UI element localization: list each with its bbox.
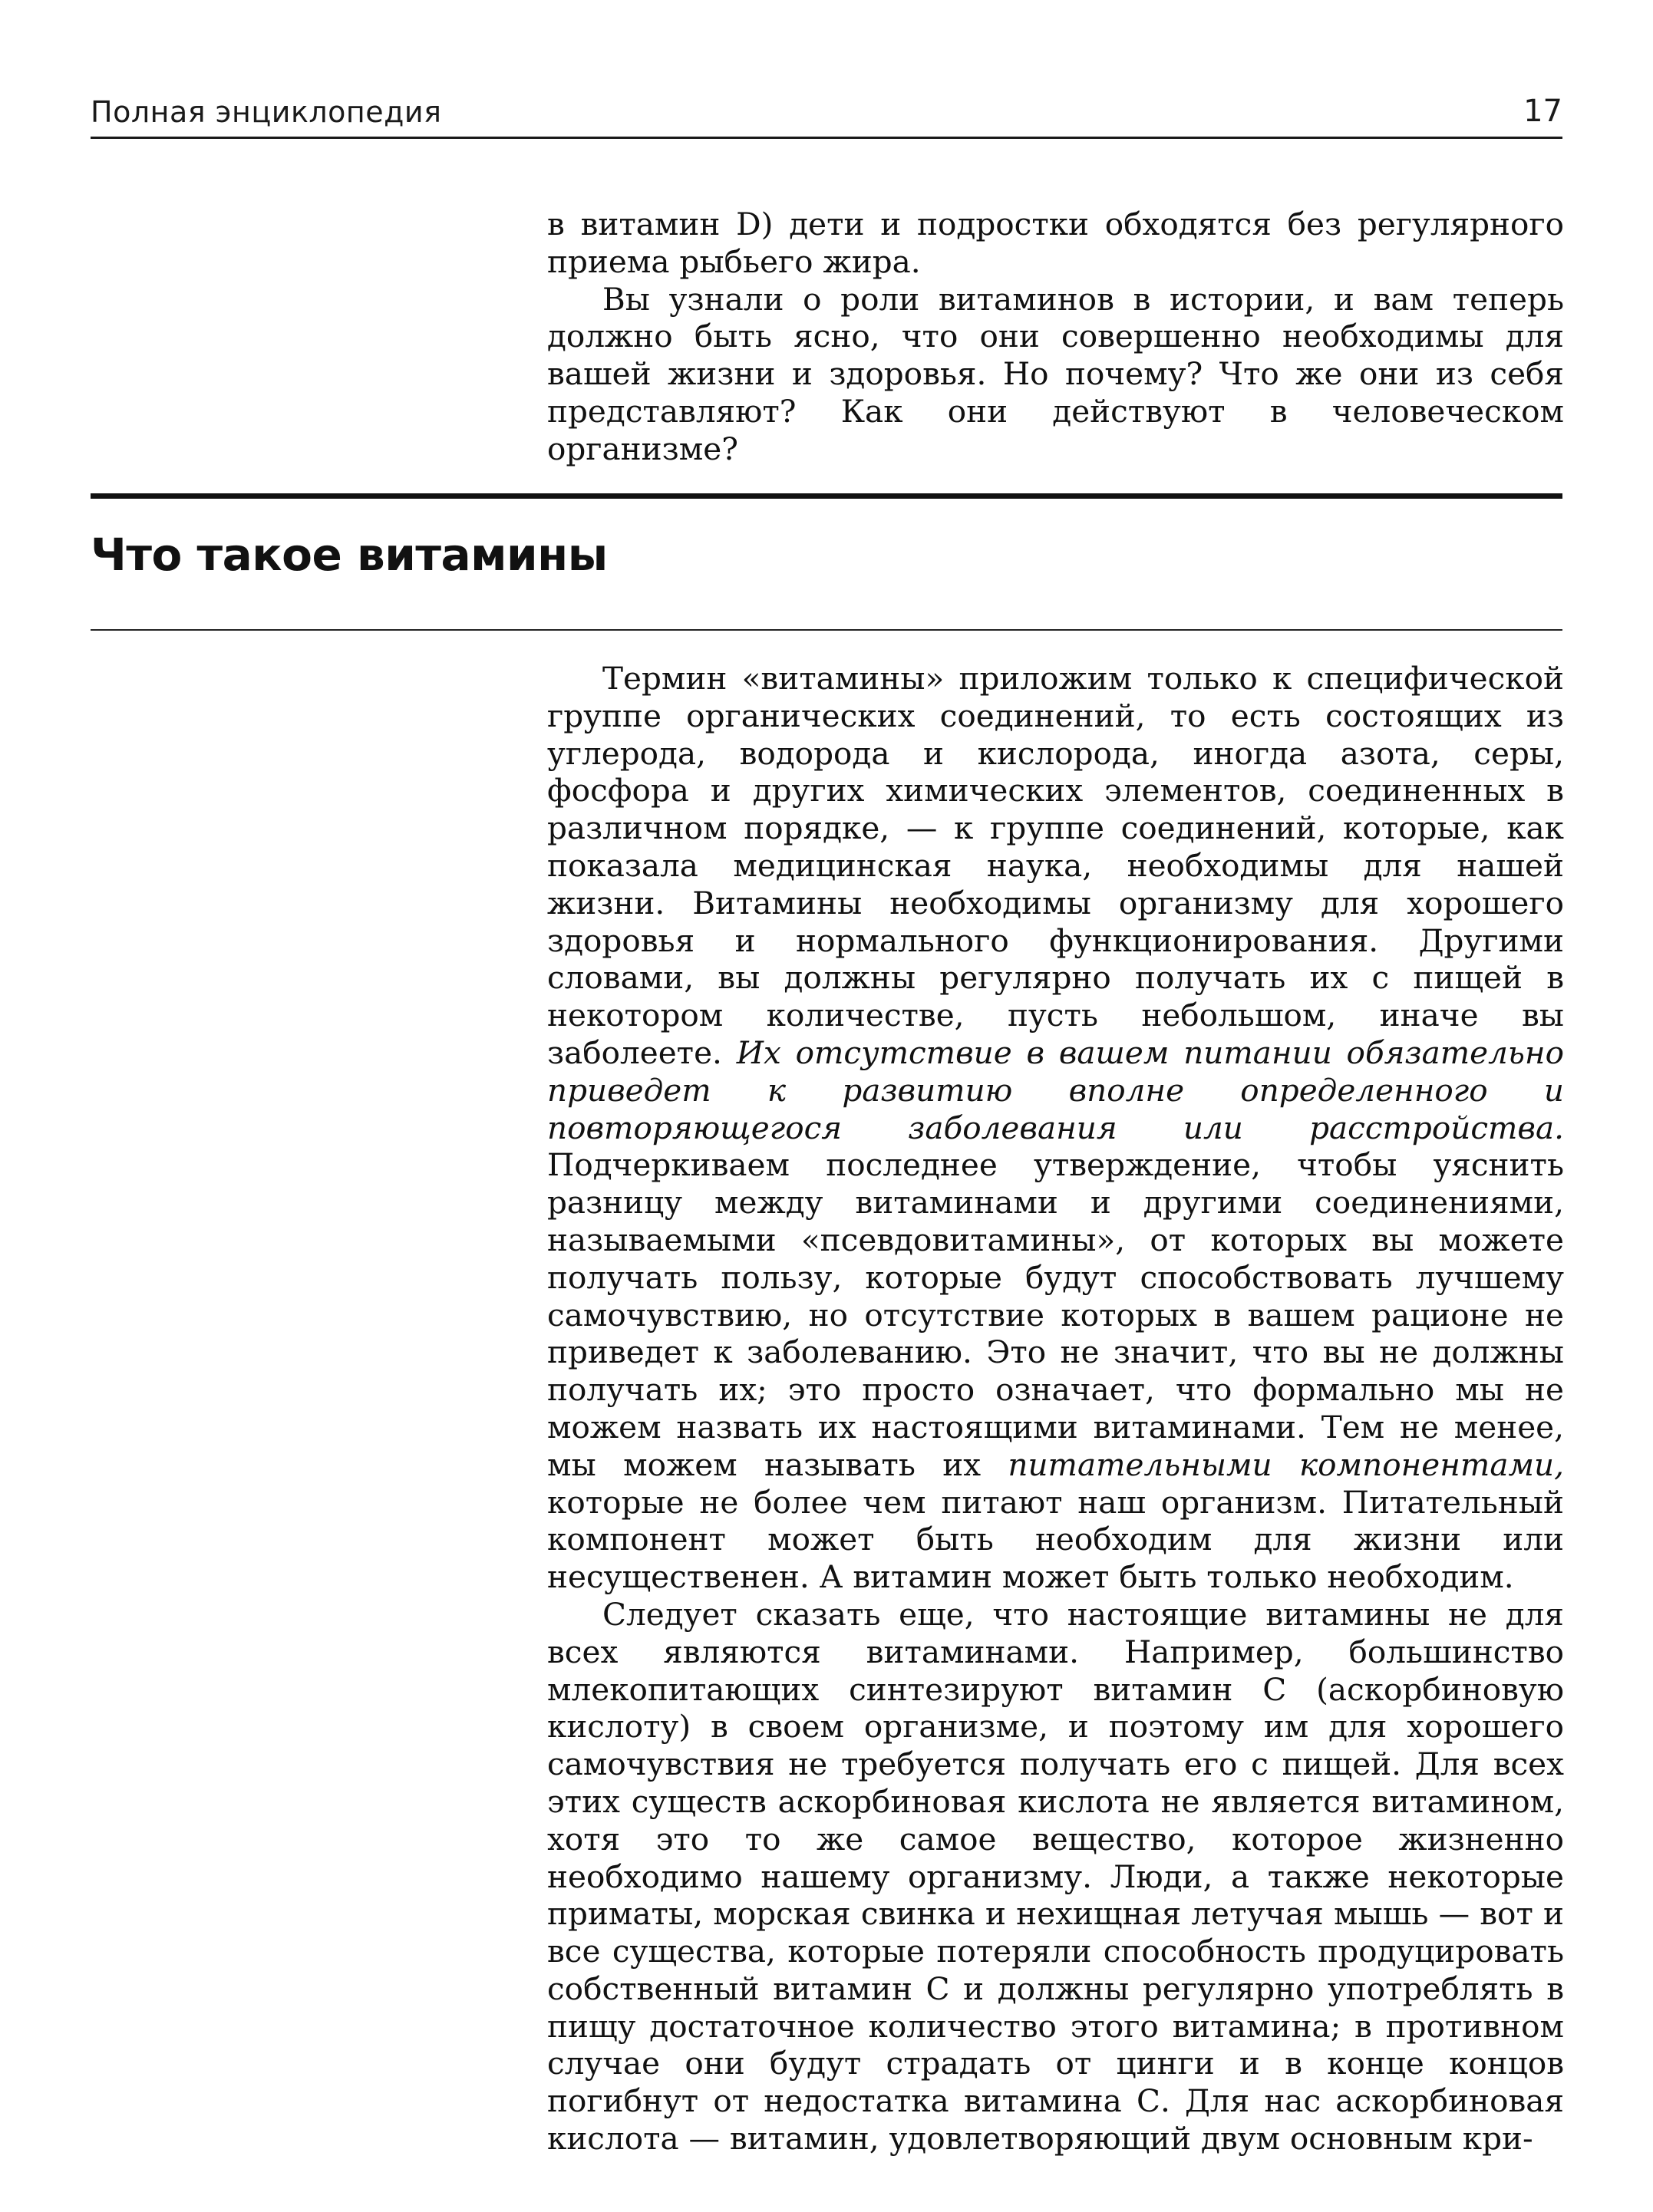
emphasis-definition: Их отсутствие в вашем питании обязательно приведет к развитию вполне определенного и повторяющегося заболевания или расстройства. bbox=[547, 1033, 1564, 1146]
body-paragraph-1-text-c: которые не более чем питают наш организм. Питательный компонент может быть необходим для жизни или несущественен. А витамин может быть только необходим. bbox=[547, 1483, 1564, 1596]
body-paragraph-2: Следует сказать еще, что настоящие витамины не для всех являются витаминами. Например, большинство млекопитающих синтезируют витамин С (аскорбиновую кислоту) в своем организме, и поэтому им для хорошего самочувствия не требуется получать его с пищей. Для всех этих существ аскорбиновая кислота не является витамином, хотя это то же самое вещество, которое жизненно необходимо нашему организму. Люди, а также некоторые приматы, морская свинка и нехищная летучая мышь — вот и все существа, которые потеряли способность продуцировать собственный витамин С и должны регулярно употреблять в пищу достаточное количество этого витамина; в противном случае они будут страдать от цинги и в конце концов погибнут от недостатка витамина С. Для нас аскорбиновая кислота — витамин, удовлетворяющий двум основным кри- bbox=[547, 1595, 1564, 2158]
section-divider-top bbox=[91, 493, 1562, 499]
running-title: Полная энциклопедия bbox=[91, 95, 442, 129]
intro-paragraph-2: Вы узнали о роли витаминов в истории, и вам теперь должно быть ясно, что они совершенно необходимы для вашей жизни и здоровья. Но почему? Что же они из себя представляют? Как они действуют в человеческом организме? bbox=[547, 280, 1564, 467]
emphasis-nutrients: питательными компонентами, bbox=[1008, 1446, 1564, 1483]
section-heading: Что такое витамины bbox=[91, 529, 608, 581]
intro-text bbox=[547, 206, 1564, 468]
section-divider-bottom bbox=[91, 629, 1562, 631]
body-paragraph-1 bbox=[547, 660, 1564, 1596]
body-paragraph-1-text-a: Термин «витамины» приложим только к специфической группе органических соединений, то есть состоящих из углерода, водорода и кислорода, иногда азота, серы, фосфора и других химических элементов, соединенных в различном порядке, — к группе соединений, которые, как показала медицинская наука, необходимы для нашей жизни. Витамины необходимы организму для хорошего здоровья и нормального функционирования. Другими словами, вы должны регулярно получать их с пищей в некотором количестве, пусть небольшом, иначе вы заболеете. bbox=[547, 660, 1564, 1071]
page-number: 17 bbox=[1523, 94, 1562, 129]
intro-paragraph-1: в витамин D) дети и подростки обходятся без регулярного приема рыбьего жира. bbox=[547, 206, 1564, 280]
running-header bbox=[91, 83, 1562, 139]
body-paragraph-1-text-b: Подчеркиваем последнее утверждение, чтобы уяснить разницу между витаминами и другими соединениями, называемыми «псевдовитамины», от которых вы можете получать пользу, которые будут способствовать лучшему самочувствию, но отсутствие которых в вашем рационе не приведет к заболеванию. Это не значит, что вы не должны получать их; это просто означает, что формально мы не можем назвать их настоящими витаминами. Тем не менее, мы можем называть их bbox=[547, 1146, 1564, 1483]
body-text bbox=[547, 660, 1564, 2158]
